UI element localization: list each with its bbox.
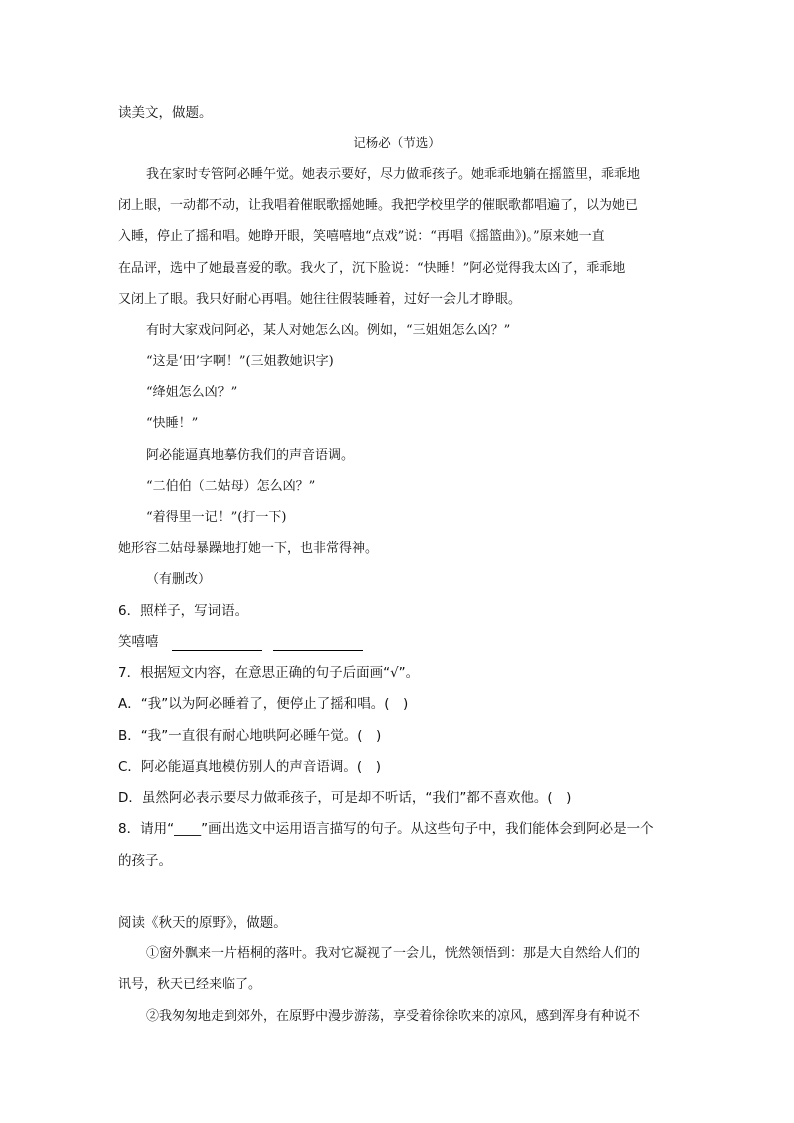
paragraph1-line3: 入睡，停止了摇和唱。她睁开眼，笑嘻嘻地“点戏”说：“再唱《摇篮曲》)。”原来她一直 — [118, 229, 605, 244]
paragraph3: 阿必能逼真地摹仿我们的声音语调。 — [146, 448, 355, 463]
question-8-line1: 8．请用“____”画出选文中运用语言描写的句子。从这些句子中，我们能体会到阿必是一个 — [118, 821, 654, 837]
dialogue-line2: “绛姐怎么凶？” — [146, 385, 238, 400]
source-note: （有删改） — [146, 572, 212, 587]
question-8-line2: 的孩子。 — [118, 853, 172, 869]
question-7-option-b: B．“我”一直很有耐心地哄阿必睡午觉。( ) — [118, 728, 382, 744]
dialogue2-line1: “二伯伯（二姑母）怎么凶？” — [146, 479, 316, 494]
paragraph1-line5: 又闭上了眼。我只好耐心再唱。她往往假装睡着，过好一会儿才睁眼。 — [118, 292, 522, 307]
section2-heading: 阅读《秋天的原野》，做题。 — [118, 915, 287, 931]
section1-heading: 读美文，做题。 — [118, 105, 213, 121]
question-7-option-c: C．阿必能逼真地模仿别人的声音语调。( ) — [118, 759, 381, 775]
question-6: 6．照样子，写词语。 — [118, 603, 249, 619]
answer-blank-2[interactable] — [273, 650, 363, 651]
paragraph2: 有时大家戏问阿必，某人对她怎么凶。例如，“三姐姐怎么凶？” — [146, 323, 511, 338]
paragraph1-line2: 闭上眼，一动都不动，让我唱着催眠歌摇她睡。我把学校里学的催眠歌都唱遍了，以为她已 — [118, 198, 639, 213]
passage-title: 记杨必（节选） — [353, 135, 441, 150]
section2-paragraph2: ②我匆匆地走到郊外，在原野中漫步游荡，享受着徐徐吹来的凉风，感到浑身有种说不 — [146, 1009, 641, 1024]
question-7: 7．根据短文内容，在意思正确的句子后面画“√”。 — [118, 665, 420, 681]
section2-paragraph1-line1: ①窗外飘来一片梧桐的落叶。我对它凝视了一会儿，恍然领悟到：那是大自然给人们的 — [146, 946, 641, 961]
paragraph4: 她形容二姑母暴躁地打她一下，也非常得神。 — [118, 541, 379, 556]
question-7-option-a: A．“我”以为阿必睡着了，便停止了摇和唱。( ) — [118, 696, 409, 712]
dialogue2-line2: “着得里一记！”(打一下) — [146, 510, 287, 525]
question-6-example: 笑嘻嘻 — [118, 634, 159, 650]
answer-blank-1[interactable] — [172, 650, 262, 651]
dialogue-line1: “这是‘田’字啊！”(三姐教她识字) — [146, 354, 334, 369]
question-7-option-d: D．虽然阿必表示要尽力做乖孩子，可是却不听话，“我们”都不喜欢他。( ) — [118, 790, 572, 806]
paragraph1-line1: 我在家时专管阿必睡午觉。她表示要好，尽力做乖孩子。她乖乖地躺在摇篮里，乖乖地 — [146, 167, 641, 182]
section2-paragraph1-line2: 讯号，秋天已经来临了。 — [118, 977, 262, 992]
paragraph1-line4: 在品评，选中了她最喜爱的歌。我火了，沉下脸说：“快睡！”阿必觉得我太凶了，乖乖地 — [118, 261, 626, 276]
dialogue-line3: “快睡！” — [146, 416, 199, 431]
